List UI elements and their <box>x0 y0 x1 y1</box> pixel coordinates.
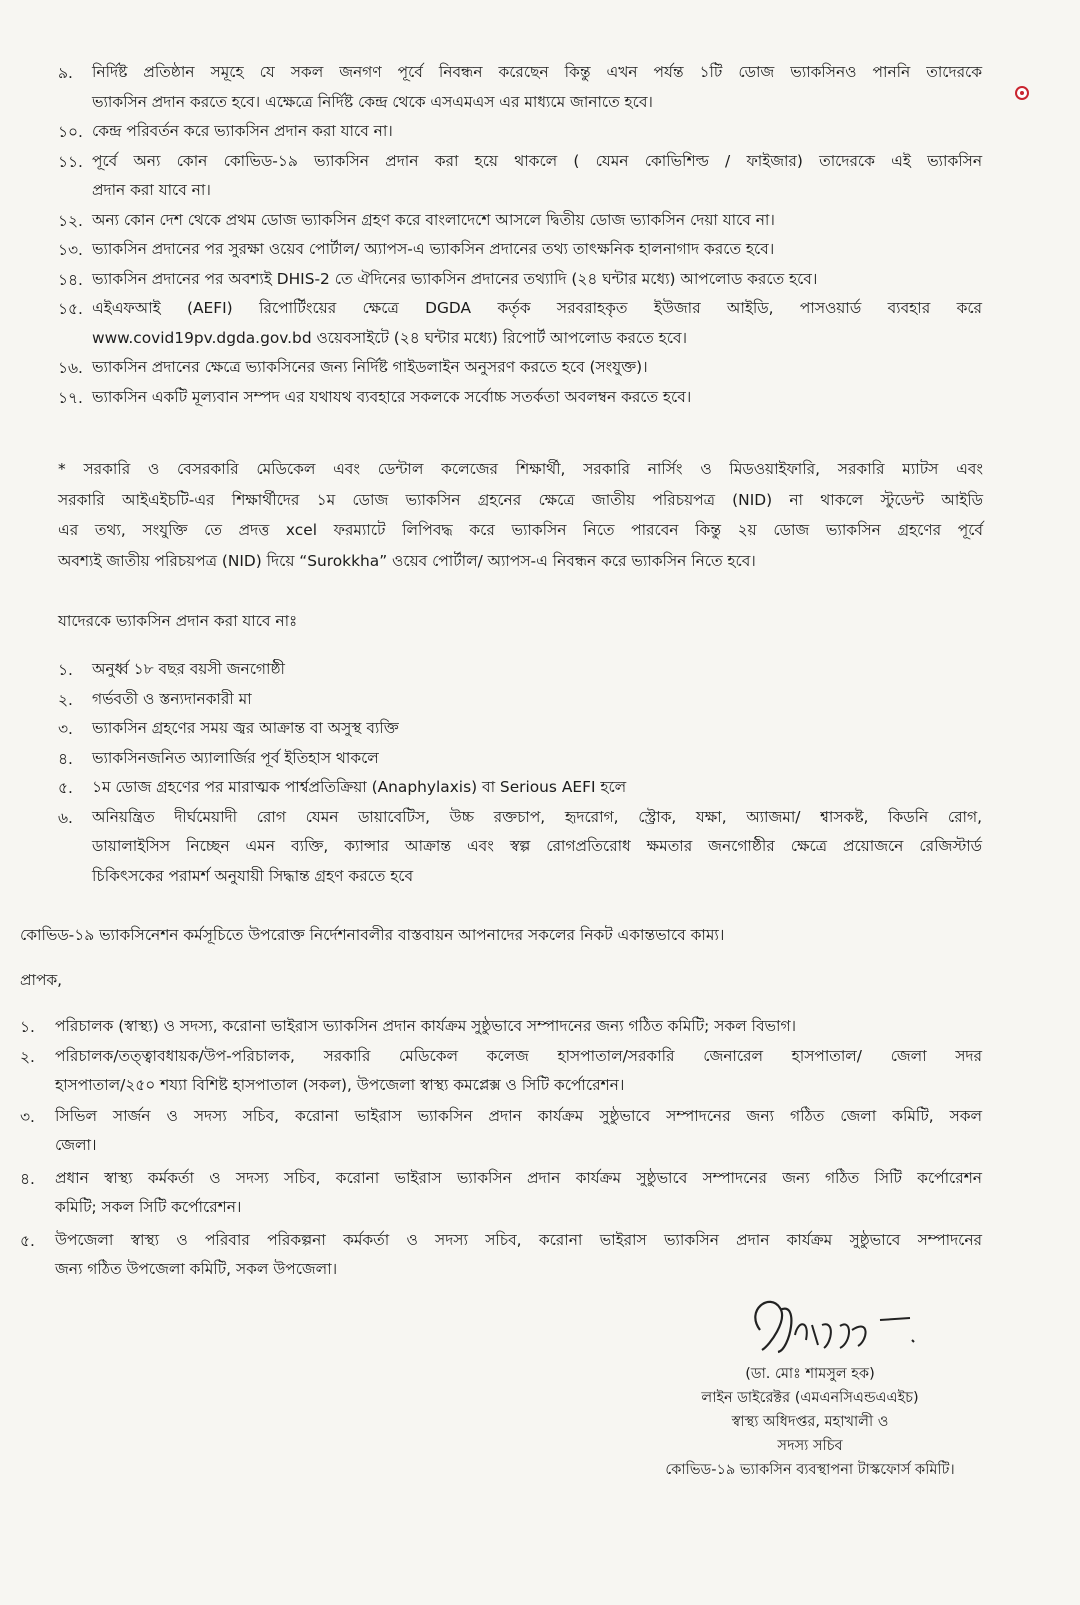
signatory-role: সদস্য সচিব <box>777 1438 843 1454</box>
list-item <box>55 1164 982 1222</box>
item-number: ৪. <box>20 1170 35 1188</box>
item-number: ৩. <box>20 1108 35 1126</box>
item-line: অনুর্ধ্ব ১৮ বছর বয়সী জনগোষ্ঠী <box>92 660 285 678</box>
list-item <box>55 1042 982 1100</box>
list-item <box>92 773 982 803</box>
item-line: গর্ভবতী ও স্তন্যদানকারী মা <box>92 689 252 708</box>
item-line: হাসপাতাল/২৫০ শয্যা বিশিষ্ট হাসপাতাল (সকল), উপজেলা স্বাস্থ্য কমপ্লেক্স ও সিটি কর্পোরেশন। <box>55 1076 625 1094</box>
list-item <box>92 803 982 892</box>
item-line: ভ্যাকসিন গ্রহণের সময় জ্বর আক্রান্ত বা অসুস্থ ব্যক্তি <box>92 719 399 737</box>
item-line: উপজেলা স্বাস্থ্য ও পরিবার পরিকল্পনা কর্মকর্তা ও সদস্য সচিব, করোনা ভাইরাস ভ্যাকসিন প্রদান কার্যক্রম সুষ্ঠুভাবে সম্পাদনের <box>55 1231 982 1249</box>
list-item <box>92 117 982 147</box>
list-item <box>92 294 982 353</box>
signature-block <box>600 1362 980 1482</box>
closing-statement: কোভিড-১৯ ভ্যাকসিনেশন কর্মসূচিতে উপরোক্ত নির্দেশনাবলীর বাস্তবায়ন আপনাদের সকলের নিকট একান্তভাবে কাম্য। <box>20 926 725 944</box>
list-item <box>55 1226 982 1284</box>
list-item <box>92 353 982 383</box>
signatory-office: স্বাস্থ্য অধিদপ্তর, মহাখালী ও <box>731 1414 889 1430</box>
signatory-title: লাইন ডাইরেক্টর (এমএনসিএন্ডএএইচ) <box>701 1390 919 1406</box>
note-line: এর তথ্য, সংযুক্তি তে প্রদত্ত xcel ফরম্যাটে লিপিবদ্ধ করে ভ্যাকসিন নিতে পারবেন কিন্তু ২য় ডোজ ভ্যাকসিন গ্রহণের পূর্বে <box>58 521 983 539</box>
item-number: ৪. <box>58 749 73 768</box>
item-line: পরিচালক (স্বাস্থ্য) ও সদস্য, করোনা ভাইরাস ভ্যাকসিন প্রদান কার্যক্রম সুষ্ঠুভাবে সম্পাদনের জন্য গঠিত কমিটি; সকল বিভাগ। <box>55 1017 797 1035</box>
item-number: ১৬. <box>58 359 83 377</box>
item-number: ২. <box>20 1048 35 1066</box>
item-line: জন্য গঠিত উপজেলা কমিটি, সকল উপজেলা। <box>55 1260 338 1278</box>
item-number: ১০. <box>58 123 83 141</box>
item-number: ৫. <box>20 1232 35 1250</box>
item-line: জেলা। <box>55 1136 97 1154</box>
recipients-heading: প্রাপক, <box>20 971 63 989</box>
item-line: কেন্দ্র পরিবর্তন করে ভ্যাকসিন প্রদান করা যাবে না। <box>92 122 393 140</box>
item-line: নির্দিষ্ট প্রতিষ্ঠান সমূহে যে সকল জনগণ পূর্বে নিবন্ধন করেছেন কিন্তু এখন পর্যন্ত ১টি ডোজ ভ্যাকসিনও পাননি তাদেরকে <box>92 63 982 81</box>
note-line: * সরকারি ও বেসরকারি মেডিকেল এবং ডেন্টাল কলেজের শিক্ষার্থী, সরকারি নার্সিং ও মিডওয়াইফারি, সরকারি ম্যাটস এবং <box>58 460 983 478</box>
item-line: ভ্যাকসিন একটি মূল্যবান সম্পদ এর যথাযথ ব্যবহারে সকলকে সর্বোচ্চ সতর্কতা অবলম্বন করতে হবে। <box>92 387 692 406</box>
item-number: ৯. <box>58 64 73 82</box>
list-item <box>92 265 982 295</box>
item-number: ৩. <box>58 720 73 738</box>
note-line: অবশ্যই জাতীয় পরিচয়পত্র (NID) দিয়ে “Surokkha” ওয়েব পোর্টাল/ অ্যাপস-এ নিবন্ধন করে ভ্যাকসিন নিতে হবে। <box>58 551 756 570</box>
item-number: ১১. <box>58 152 83 171</box>
item-number: ১৫. <box>58 300 83 318</box>
list-item <box>92 58 982 117</box>
item-line: প্রদান করা যাবে না। <box>92 181 211 199</box>
item-number: ২. <box>58 690 73 709</box>
item-number: ১. <box>58 661 73 679</box>
item-line: অনিয়ন্ত্রিত দীর্ঘমেয়াদী রোগ যেমন ডায়াবেটিস, উচ্চ রক্তচাপ, হৃদরোগ, স্ট্রোক, যক্ষা, অ্যাজমা/ শ্বাসকষ্ট, কিডনি রোগ, <box>92 807 982 826</box>
item-line: পূর্বে অন্য কোন কোভিড-১৯ ভ্যাকসিন প্রদান করা হয়ে থাকলে ( যেমন কোভিশিল্ড / ফাইজার) তাদেরকে এই ভ্যাকসিন <box>92 151 982 170</box>
item-number: ১২. <box>58 211 83 230</box>
item-line: এইএফআই (AEFI) রিপোর্টিংয়ের ক্ষেত্রে DGDA কর্তৃক সরবরাহকৃত ইউজার আইডি, পাসওয়ার্ড ব্যবহার করে <box>92 299 982 317</box>
student-note <box>58 454 983 576</box>
item-number: ৫. <box>58 779 73 797</box>
item-line: ডায়ালাইসিস নিচ্ছেন এমন ব্যক্তি, ক্যান্সার আক্রান্ত এবং স্বল্প রোগপ্রতিরোধ ক্ষমতার জনগোষ্ঠীর ক্ষেত্রে প্রয়োজনে রেজিস্টার্ড <box>92 837 982 855</box>
item-line: প্রধান স্বাস্থ্য কর্মকর্তা ও সদস্য সচিব, করোনা ভাইরাস ভ্যাকসিন প্রদান কার্যক্রম সুষ্ঠুভাবে সম্পাদনের জন্য গঠিত সিটি কর্পোরেশন <box>55 1169 982 1187</box>
list-item <box>92 206 982 236</box>
item-line: ভ্যাকসিন প্রদানের পর সুরক্ষা ওয়েব পোর্টাল/ অ্যাপস-এ ভ্যাকসিন প্রদানের তথ্য তাৎক্ষনিক হালনাগাদ করতে হবে। <box>92 240 775 258</box>
list-item <box>92 235 982 265</box>
item-number: ১. <box>20 1018 35 1036</box>
list-item <box>92 714 982 744</box>
item-line: ভ্যাকসিনজনিত অ্যালার্জির পূর্ব ইতিহাস থাকলে <box>92 748 379 767</box>
note-line: সরকারি আইএইচটি-এর শিক্ষার্থীদের ১ম ডোজ ভ্যাকসিন গ্রহনের ক্ষেত্রে জাতীয় পরিচয়পত্র (NID) না থাকলে স্টুডেন্ট আইডি <box>58 490 983 509</box>
signatory-name: (ডা. মোঃ শামসুল হক) <box>745 1366 875 1382</box>
item-number: ১৪. <box>58 270 83 289</box>
item-line: ভ্যাকসিন প্রদানের পর অবশ্যই DHIS-2 তে ঐদিনের ভ্যাকসিন প্রদানের তথ্যাদি (২৪ ঘন্টার মধ্যে) আপলোড করতে হবে। <box>92 269 818 288</box>
item-number: ৬. <box>58 808 73 827</box>
item-line: ভ্যাকসিন প্রদান করতে হবে। এক্ষেত্রে নির্দিষ্ট কেন্দ্র থেকে এসএমএস এর মাধ্যমে জানাতে হবে। <box>92 92 653 111</box>
item-line: পরিচালক/তত্ত্বাবধায়ক/উপ-পরিচালক, সরকারি মেডিকেল কলেজ হাসপাতাল/সরকারি জেনারেল হাসপাতাল/ জেলা সদর <box>55 1047 982 1065</box>
item-line: ভ্যাকসিন প্রদানের ক্ষেত্রে ভ্যাকসিনের জন্য নির্দিষ্ট গাইডলাইন অনুসরণ করতে হবে (সংযুক্ত)। <box>92 358 648 376</box>
list-item <box>92 744 982 774</box>
item-line: ১ম ডোজ গ্রহণের পর মারাত্মক পার্শ্বপ্রতিক্রিয়া (Anaphylaxis) বা Serious AEFI হলে <box>92 778 627 796</box>
list-item <box>92 147 982 206</box>
item-number: ১৩. <box>58 241 83 259</box>
red-marker-icon <box>1015 86 1029 100</box>
item-line: চিকিৎসকের পরামর্শ অনুযায়ী সিদ্ধান্ত গ্রহণ করতে হবে <box>92 866 414 885</box>
list-item <box>55 1102 982 1160</box>
handwritten-signature <box>740 1290 920 1360</box>
list-item <box>55 1012 982 1041</box>
item-line: www.covid19pv.dgda.gov.bd ওয়েবসাইটে (২৪ ঘন্টার মধ্যে) রিপোর্ট আপলোড করতে হবে। <box>92 328 687 347</box>
signatory-committee: কোভিড-১৯ ভ্যাকসিন ব্যবস্থাপনা টাস্কফোর্স কমিটি। <box>665 1462 955 1478</box>
item-line: সিভিল সার্জন ও সদস্য সচিব, করোনা ভাইরাস ভ্যাকসিন প্রদান কার্যক্রম সুষ্ঠুভাবে সম্পাদনের জন্য গঠিত জেলা কমিটি, সকল <box>55 1107 982 1125</box>
item-line: কমিটি; সকল সিটি কর্পোরেশন। <box>55 1198 242 1216</box>
list-item <box>92 685 982 715</box>
list-item <box>92 383 982 413</box>
item-number: ১৭. <box>58 388 83 407</box>
list-item <box>92 655 982 685</box>
exclude-heading: যাদেরকে ভ্যাকসিন প্রদান করা যাবে নাঃ <box>58 612 298 630</box>
item-line: অন্য কোন দেশ থেকে প্রথম ডোজ ভ্যাকসিন গ্রহণ করে বাংলাদেশে আসলে দ্বিতীয় ডোজ ভ্যাকসিন দেয়া যাবে না। <box>92 210 775 229</box>
